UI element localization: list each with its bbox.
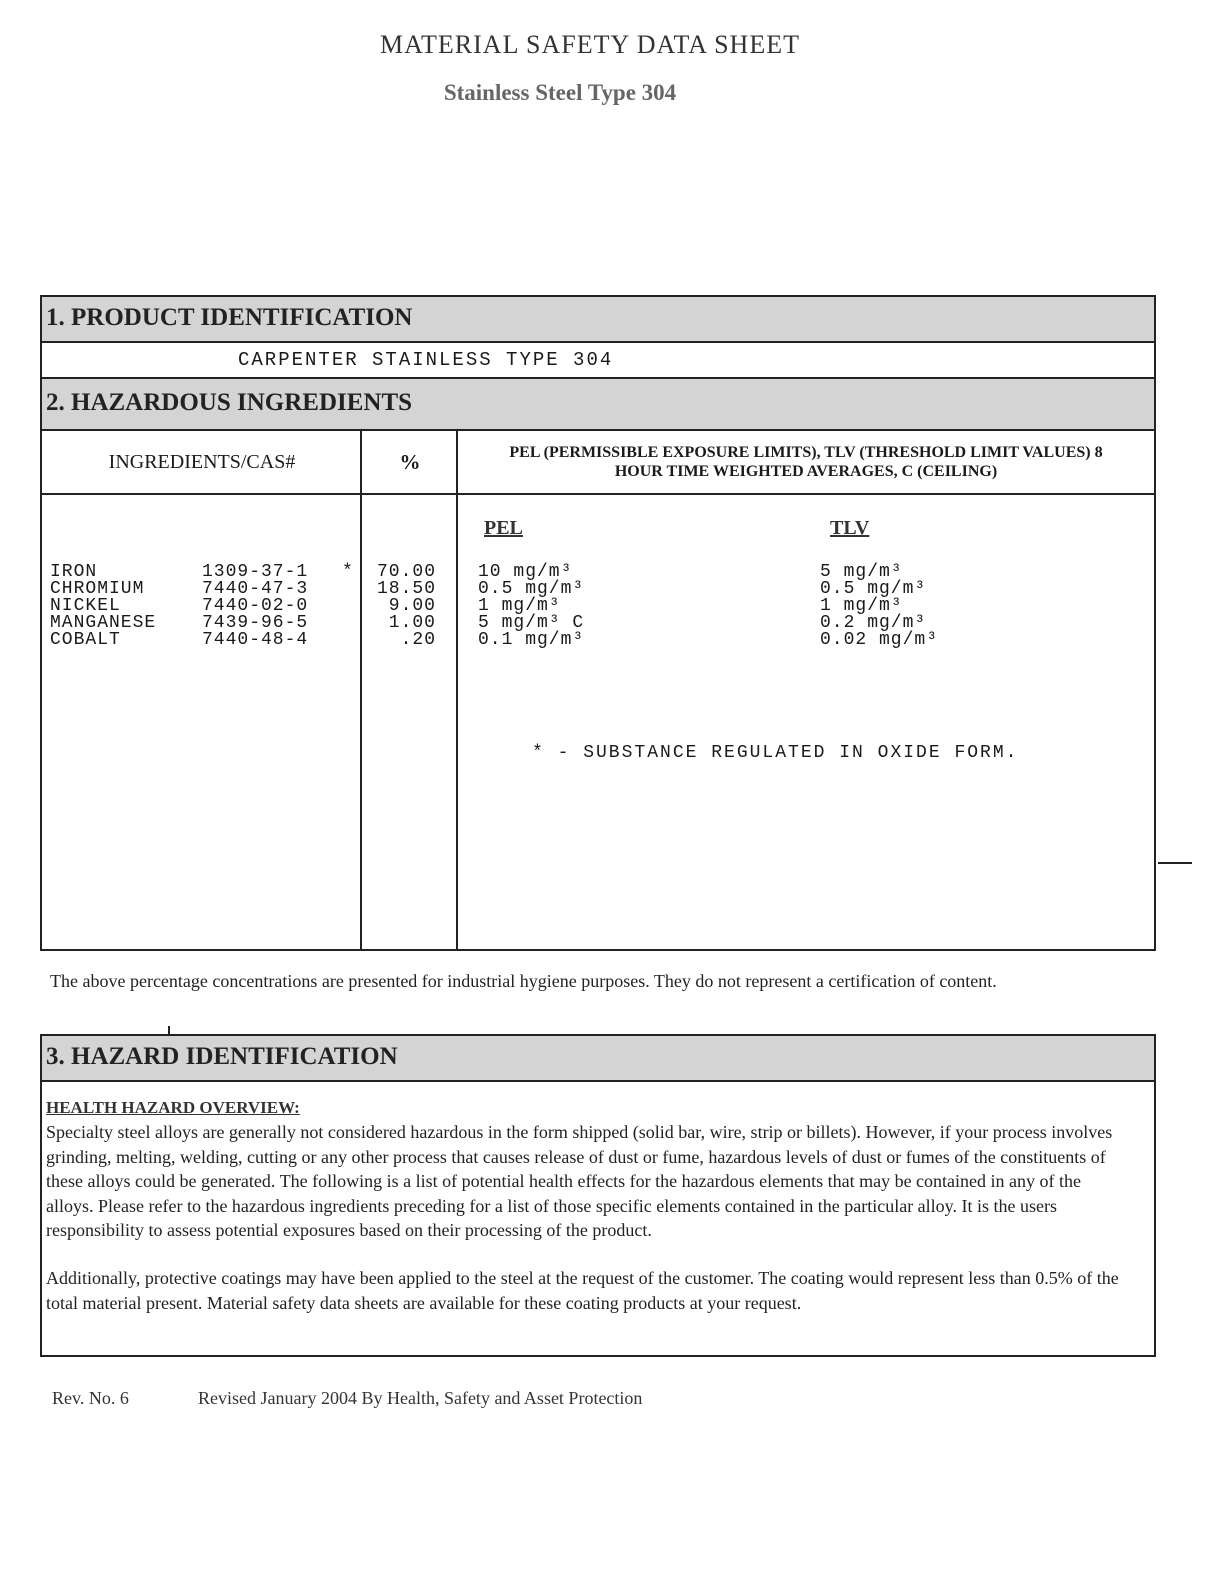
ingredient-star xyxy=(342,615,368,632)
pel-value: 0.5 mg/m³ xyxy=(478,579,585,599)
percent-value: 70.00 xyxy=(376,562,436,582)
product-name: CARPENTER STAINLESS TYPE 304 xyxy=(42,343,1154,379)
col-header-ingredients: INGREDIENTS/CAS# xyxy=(42,431,362,495)
tlv-value: 1 mg/m³ xyxy=(820,596,903,616)
ingredient-cas: 7440-47-3 xyxy=(202,579,309,599)
percent-value: .20 xyxy=(400,630,436,650)
oxide-footnote: * - SUBSTANCE REGULATED IN OXIDE FORM. xyxy=(532,743,1019,763)
pel-column xyxy=(478,564,584,649)
tlv-value: 5 mg/m³ xyxy=(820,562,903,582)
percentage-note: The above percentage concentrations are presented for industrial hygiene purposes. They do not represent a certification of content. xyxy=(50,971,997,991)
pel-label: PEL xyxy=(484,517,523,539)
document-title: MATERIAL SAFETY DATA SHEET xyxy=(380,30,800,59)
section-2-heading: 2. HAZARDOUS INGREDIENTS xyxy=(42,379,1154,431)
ingredient-star xyxy=(342,581,368,598)
revision-number: Rev. No. 6 xyxy=(52,1388,129,1408)
coating-paragraph: Additionally, protective coatings may have been applied to the steel at the request of the customer. The coating would represent less than 0.5% of the total material present. Material safety data sheets are available for these coating products at your request. xyxy=(46,1268,1119,1313)
pel-value: 0.1 mg/m³ xyxy=(478,630,585,650)
ingredient-cas: 7439-96-5 xyxy=(202,613,309,633)
ingredient-star xyxy=(342,632,368,649)
revision-note: Revised January 2004 By Health, Safety and Asset Protection xyxy=(198,1388,643,1408)
sections-1-2-box xyxy=(40,295,1156,951)
col-header-percent: % xyxy=(362,431,458,495)
ingredient-row xyxy=(50,632,368,649)
section-3-box xyxy=(40,1034,1156,1357)
ingredient-name: CHROMIUM xyxy=(50,579,145,599)
pel-value: 5 mg/m³ C xyxy=(478,613,585,633)
ingredient-name: MANGANESE xyxy=(50,613,157,633)
percent-value: 1.00 xyxy=(388,613,436,633)
col-header-limits: PEL (PERMISSIBLE EXPOSURE LIMITS), TLV (THRESHOLD LIMIT VALUES) 8 HOUR TIME WEIGHTED AVERAGES, C (CEILING) xyxy=(458,431,1154,495)
ingredient-cas: 7440-02-0 xyxy=(202,596,309,616)
ingredient-cas: 1309-37-1 xyxy=(202,562,309,582)
document-subtitle: Stainless Steel Type 304 xyxy=(443,80,677,105)
tlv-value: 0.2 mg/m³ xyxy=(820,613,927,633)
tlv-value: 0.5 mg/m³ xyxy=(820,579,927,599)
tlv-value: 0.02 mg/m³ xyxy=(820,630,939,650)
hazard-paragraph: Specialty steel alloys are generally not considered hazardous in the form shipped (solid bar, wire, strip or billets). However, if your process involves grinding, melting, welding, cutting or any other process that causes release of dust or fume, hazardous levels of dust or fumes of the constituents of these alloys could be generated. The following is a list of potential health effects for the hazardous elements that may be contained in any of the alloys. Please refer to the hazardous ingredients preceding for a list of those specific elements contained in the particular alloy. It is the users responsibility to assess potential exposures based on their processing of the product. xyxy=(46,1122,1113,1240)
percent-value: 9.00 xyxy=(388,596,436,616)
ingredient-name: COBALT xyxy=(50,630,121,650)
percent-column xyxy=(366,564,436,649)
ingredient-star xyxy=(342,598,368,615)
ingredients-list xyxy=(50,564,368,649)
tlv-label: TLV xyxy=(830,517,870,539)
ingredient-cas: 7440-48-4 xyxy=(202,630,309,650)
section-1-heading: 1. PRODUCT IDENTIFICATION xyxy=(42,297,1154,343)
scan-mark xyxy=(1158,862,1192,864)
column-divider xyxy=(456,431,458,949)
ingredient-name: NICKEL xyxy=(50,596,121,616)
pel-value: 1 mg/m³ xyxy=(478,596,561,616)
ingredient-name: IRON xyxy=(50,562,98,582)
section-3-heading: 3. HAZARD IDENTIFICATION xyxy=(42,1036,1154,1082)
health-hazard-overview-heading: HEALTH HAZARD OVERVIEW: xyxy=(46,1098,300,1117)
tlv-column xyxy=(820,564,938,649)
column-divider xyxy=(360,431,362,949)
pel-value: 10 mg/m³ xyxy=(478,562,573,582)
ingredient-star: * xyxy=(342,562,354,582)
percent-value: 18.50 xyxy=(376,579,436,599)
